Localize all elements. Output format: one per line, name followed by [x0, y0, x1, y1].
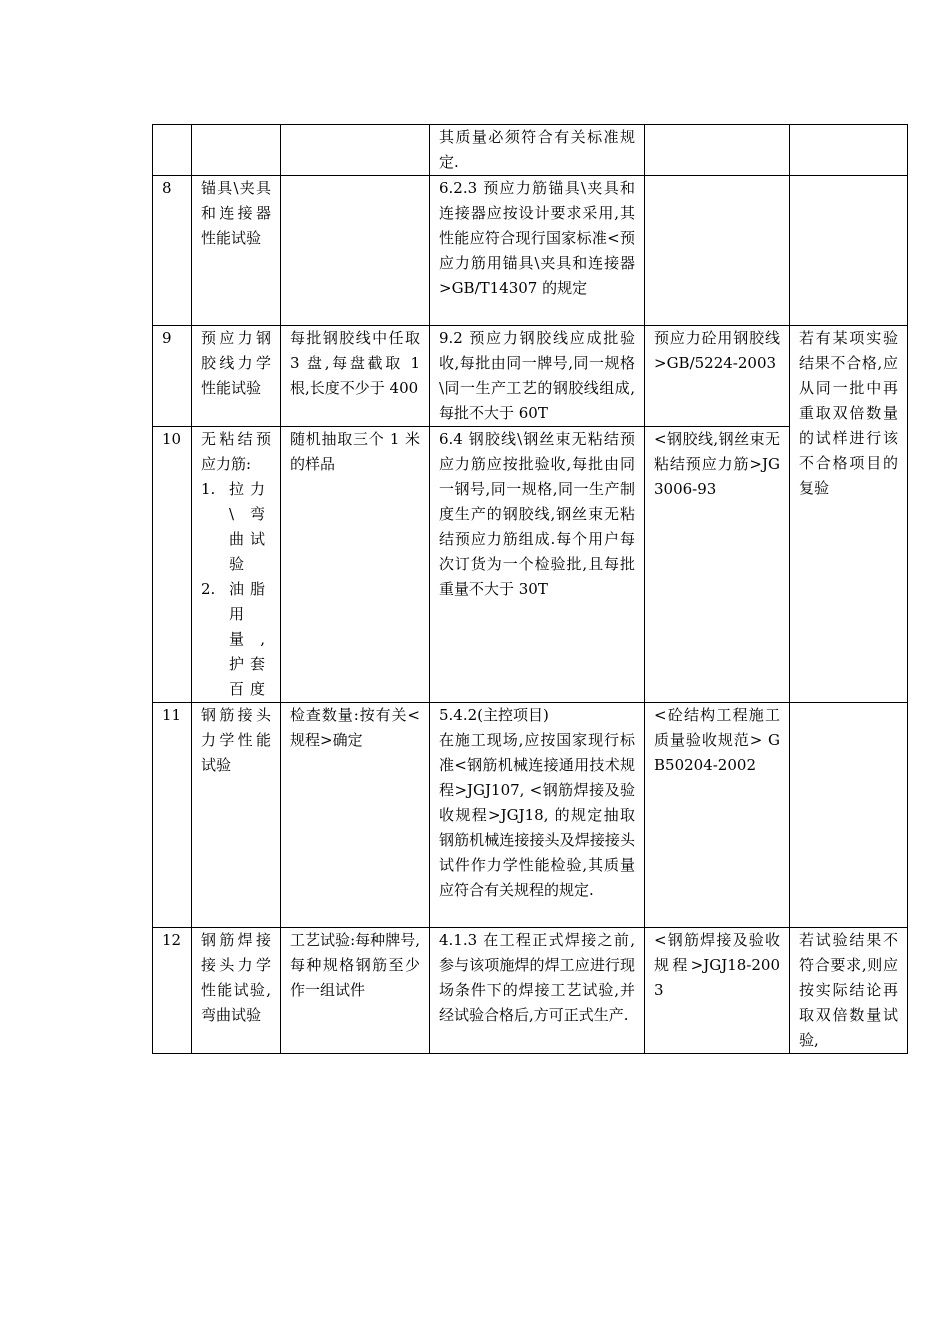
sampling-quantity: 每批钢胶线中任取 3 盘,每盘截取 1 根,长度不少于 400: [281, 326, 430, 427]
test-item: [192, 125, 281, 176]
specification-text: 其质量必须符合有关标准规定.: [430, 125, 645, 176]
table-row: [153, 326, 908, 427]
list-item-number: 2.: [201, 580, 216, 598]
standard-reference: 预应力砼用钢胶线>GB/5224-2003: [645, 326, 790, 427]
standard-reference: <砼结构工程施工质量验收规范> GB50204-2002: [645, 703, 790, 928]
row-number: 12: [153, 928, 192, 1054]
row-number: 8: [153, 176, 192, 326]
specification-clause: 5.4.2(主控项目): [439, 706, 549, 724]
remark: [790, 176, 908, 326]
specification-text: 6.2.3 预应力筋锚具\夹具和连接器应按设计要求采用,其性能应符合现行国家标准<预应力筋用锚具\夹具和连接器>GB/T14307 的规定: [430, 176, 645, 326]
sampling-quantity: [281, 176, 430, 326]
sampling-quantity: [281, 125, 430, 176]
test-item-list: [201, 477, 271, 702]
remark: [790, 703, 908, 928]
test-item: [192, 427, 281, 703]
sampling-quantity: 工艺试验:每种牌号,每种规格钢筋至少作一组试件: [281, 928, 430, 1054]
specification-text: 9.2 预应力钢胶线应成批验收,每批由同一牌号,同一规格\同一生产工艺的钢胶线组成,每批不大于 60T: [430, 326, 645, 427]
sampling-quantity: 检查数量:按有关<规程>确定: [281, 703, 430, 928]
remark: 若试验结果不符合要求,则应按实际结论再取双倍数量试验,: [790, 928, 908, 1054]
row-number: 9: [153, 326, 192, 427]
row-number: 10: [153, 427, 192, 703]
test-item: 锚具\夹具和连接器性能试验: [192, 176, 281, 326]
test-item: 预应力钢胶线力学性能试验: [192, 326, 281, 427]
test-item-title: 无粘结预应力筋:: [201, 430, 271, 473]
test-item: 钢筋焊接接头力学性能试验,弯曲试验: [192, 928, 281, 1054]
specification-text: 6.4 钢胶线\钢丝束无粘结预应力筋应按批验收,每批由同一钢号,同一规格,同一生产制度生产的钢胶线,钢丝束无粘结预应力筋组成.每个用户每次订货为一个检验批,且每批重量不大于 30T: [430, 427, 645, 703]
row-number: [153, 125, 192, 176]
standard-reference: <钢胶线,钢丝束无粘结预应力筋>JG3006-93: [645, 427, 790, 703]
row-number: 11: [153, 703, 192, 928]
specification-text: [430, 703, 645, 928]
sampling-quantity: 随机抽取三个 1 米的样品: [281, 427, 430, 703]
remark: [790, 125, 908, 176]
specification-text: 4.1.3 在工程正式焊接之前,参与该项施焊的焊工应进行现场条件下的焊接工艺试验,并经试验合格后,方可正式生产.: [430, 928, 645, 1054]
list-item-number: 1.: [201, 480, 216, 498]
table-row: [153, 176, 908, 326]
inspection-table: [152, 124, 908, 1054]
specification-body: 在施工现场,应按国家现行标准<钢筋机械连接通用技术规程>JGJ107, <钢筋焊接及验收规程>JGJ18, 的规定抽取钢筋机械连接接头及焊接接头试件作力学性能检验,其质量应符合有关规程的规定.: [439, 731, 635, 899]
table-row: [153, 125, 908, 176]
table-row: [153, 928, 908, 1054]
table-row: [153, 703, 908, 928]
list-item-text: 拉力\弯曲试验: [229, 480, 272, 573]
standard-reference: <钢筋焊接及验收规程>JGJ18-2003: [645, 928, 790, 1054]
list-item: [201, 577, 271, 702]
list-item-text: 油脂用量,护套百度: [229, 580, 272, 698]
standard-reference: [645, 125, 790, 176]
remark: 若有某项实验结果不合格,应从同一批中再重取双倍数量的试样进行该不合格项目的复验: [790, 326, 908, 703]
standard-reference: [645, 176, 790, 326]
list-item: [201, 477, 271, 577]
test-item: 钢筋接头力学性能试验: [192, 703, 281, 928]
